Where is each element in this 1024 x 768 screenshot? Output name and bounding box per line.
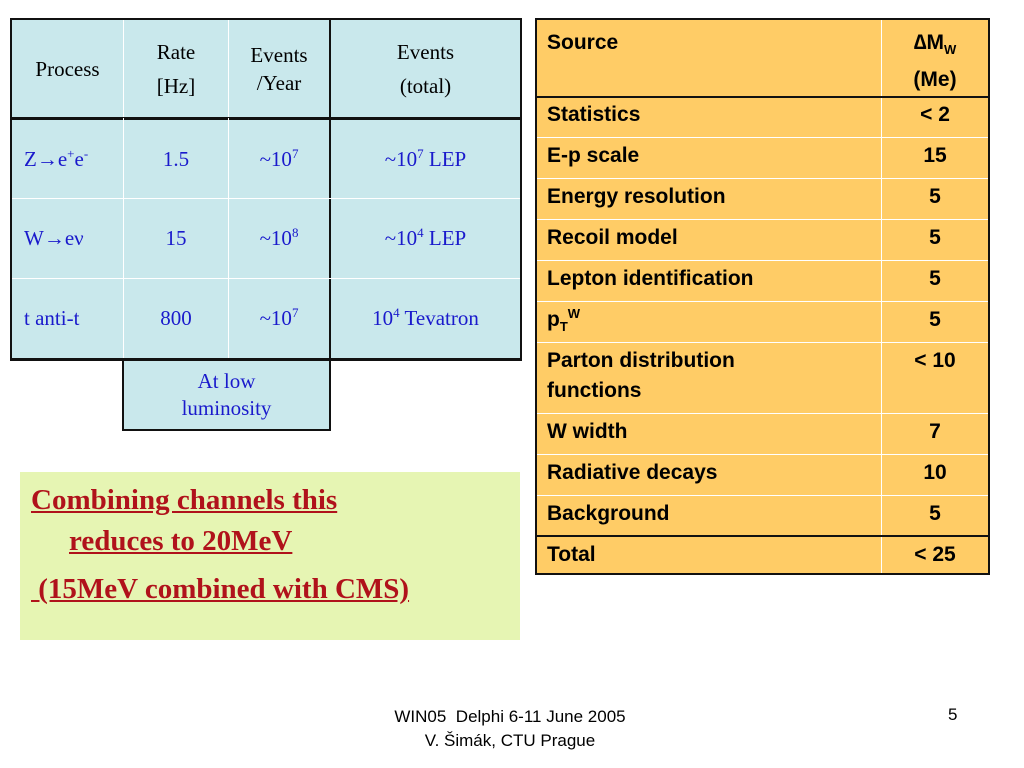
row2-events-year	[229, 199, 329, 278]
header-process-label: Process	[35, 56, 100, 81]
table-header-divider	[10, 117, 522, 120]
note-line1: Combining channels this	[31, 484, 338, 516]
source-lepton-identification: Lepton identification	[547, 267, 754, 290]
header-delta-mw-line1: $\Delta M_W$	[913, 31, 957, 58]
systematics-table	[535, 18, 990, 575]
row1-events-year-value: $\sim 10^7$	[259, 145, 299, 171]
row1-process-text: Z→e+e-	[24, 145, 89, 171]
combination-note	[20, 472, 520, 640]
header-divider	[537, 96, 988, 98]
row3-events-year	[229, 279, 329, 358]
value-lepton-identification: 5	[929, 267, 941, 290]
row-divider	[537, 137, 988, 138]
value-statistics: < 2	[920, 103, 950, 126]
row2-rate	[124, 199, 228, 278]
value-w-width: 7	[929, 420, 941, 443]
row3-rate-value: 800	[160, 306, 192, 330]
value-energy-resolution: 5	[929, 185, 941, 208]
footnote-border-bottom	[122, 429, 331, 431]
footnote-border-left	[122, 358, 124, 431]
header-events-total-line1: Events	[396, 39, 455, 64]
source-pt-w: $p_T^W$	[547, 306, 581, 335]
value-radiative-decays: 10	[923, 461, 947, 484]
header-delta-mw	[882, 28, 988, 95]
luminosity-note-line1: At low	[197, 369, 256, 393]
row3-events-total-value: $10^4$ Tevatron	[372, 305, 479, 330]
row3-events-year-value: $\sim 10^7$	[259, 305, 299, 330]
luminosity-note-line2: luminosity	[181, 396, 272, 420]
cell-divider	[228, 118, 229, 358]
header-delta-mw-line2: (Me)	[913, 68, 957, 92]
table-column-divider	[329, 18, 331, 431]
source-parton-line1: Parton distribution	[547, 349, 735, 372]
row2-process-text: W→eν	[24, 226, 84, 250]
row-divider	[537, 413, 988, 414]
total-label: Total	[547, 543, 596, 566]
row2-rate-value: 15	[165, 226, 187, 250]
row-divider	[12, 278, 520, 279]
row-divider	[537, 301, 988, 302]
footer-line1: WIN05 Delphi 6-11 June 2005	[394, 707, 626, 726]
row3-rate	[124, 279, 228, 358]
row1-rate-value: 1.5	[162, 146, 190, 171]
value-ep-scale: 15	[923, 144, 947, 167]
table-border-right	[520, 18, 522, 361]
row-divider	[537, 260, 988, 261]
process-rates-table	[10, 18, 522, 431]
total-divider	[537, 535, 988, 537]
row3-events-total	[331, 279, 520, 358]
header-process	[12, 20, 123, 117]
table-border-bottom	[10, 358, 522, 361]
row-divider	[12, 198, 520, 199]
note-line3: (15MeV combined with CMS)	[31, 573, 410, 605]
row1-events-year	[229, 120, 329, 198]
row-divider	[537, 342, 988, 343]
row1-rate	[124, 120, 228, 198]
source-energy-resolution: Energy resolution	[547, 185, 726, 208]
source-statistics: Statistics	[547, 103, 641, 126]
row2-process	[12, 199, 123, 278]
source-radiative-decays: Radiative decays	[547, 461, 718, 484]
slide-footer	[350, 705, 670, 753]
header-events-year-line1: Events	[250, 42, 308, 67]
source-parton-line2: functions	[547, 379, 642, 402]
row2-events-year-value: $\sim 10^8$	[259, 225, 299, 250]
value-recoil-model: 5	[929, 226, 941, 249]
row3-process-text: t anti-t	[24, 306, 80, 330]
footer-line2: V. Šimák, CTU Prague	[424, 731, 596, 750]
value-pt-w: 5	[929, 308, 941, 331]
source-parton-distribution	[547, 346, 735, 406]
header-events-total	[331, 20, 520, 117]
row1-events-total	[331, 120, 520, 198]
value-parton-distribution: < 10	[914, 349, 956, 372]
note-line2: reduces to 20MeV	[69, 525, 293, 557]
source-recoil-model: Recoil model	[547, 226, 678, 249]
header-events-year-line2: /Year	[256, 70, 302, 95]
source-ep-scale: E-p scale	[547, 144, 640, 167]
row-divider	[537, 178, 988, 179]
table-border-top	[10, 18, 522, 20]
row1-events-total-value: $\sim 10^7$ LEP	[384, 145, 467, 171]
row-divider	[537, 219, 988, 220]
total-value: < 25	[914, 543, 956, 566]
header-rate-line2: [Hz]	[156, 73, 196, 98]
row-divider	[537, 495, 988, 496]
header-rate	[124, 20, 228, 117]
page-number: 5	[948, 705, 958, 724]
row1-process	[12, 120, 123, 198]
luminosity-note	[124, 361, 329, 429]
header-events-year	[229, 20, 329, 117]
row-divider	[537, 454, 988, 455]
header-rate-line1: Rate	[156, 39, 196, 64]
source-background: Background	[547, 502, 670, 525]
row2-events-total-value: $\sim 10^4$ LEP	[384, 225, 467, 250]
row2-events-total	[331, 199, 520, 278]
table-border-left	[10, 18, 12, 361]
source-w-width: W width	[547, 420, 628, 443]
row3-process	[12, 279, 123, 358]
header-source: Source	[547, 31, 619, 54]
value-background: 5	[929, 502, 941, 525]
cell-divider	[123, 118, 124, 358]
header-events-total-line2: (total)	[399, 73, 452, 98]
